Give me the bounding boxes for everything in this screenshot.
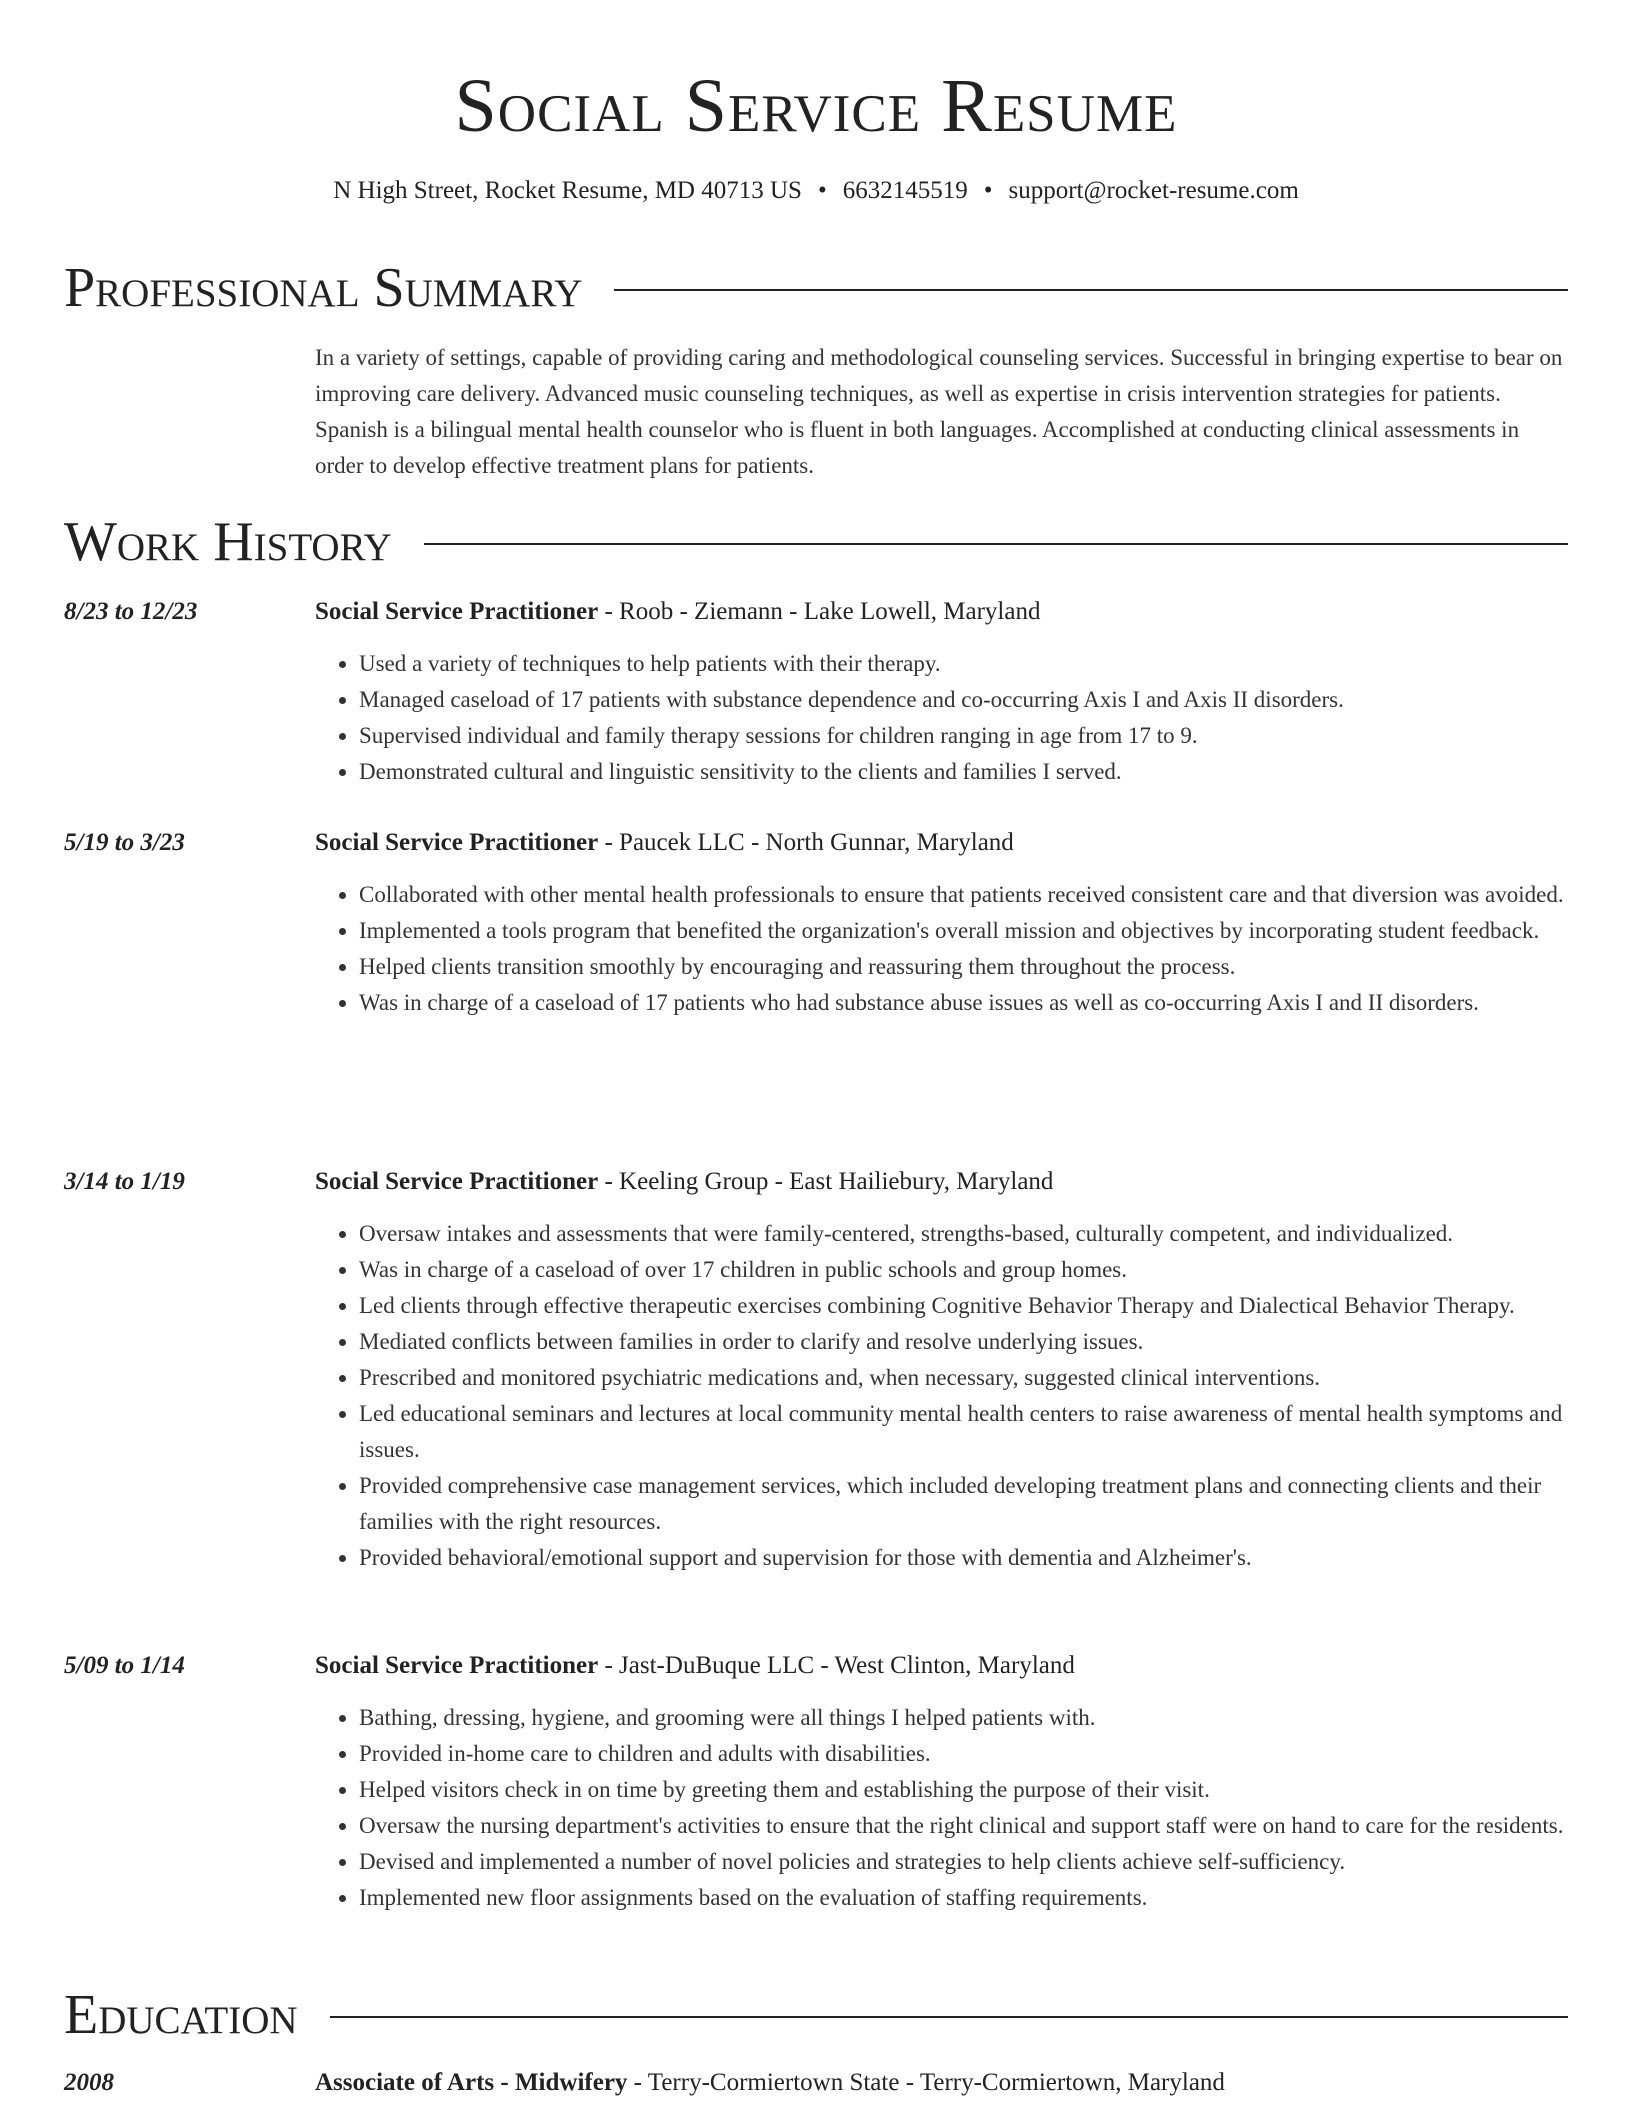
- job-bullet: • Demonstrated cultural and linguistic sensitivity to the clients and families I served.: [359, 754, 1568, 790]
- job-bullet: • Implemented a tools program that benefited the organization's overall mission and objectives by incorporating student feedback.: [359, 913, 1568, 949]
- job-dates: 3/14 to 1/19: [64, 1168, 185, 1195]
- summary-text: In a variety of settings, capable of providing caring and methodological counseling services. Successful in bringing expertise to bear on improving care delivery. Advanced music counseling techniques, as well as expertise in crisis intervention strategies for patients. Spanish is a bilingual mental health counselor who is fluent in both languages. Accomplished at conducting clinical assessments in order to develop effective treatment plans for patients.: [315, 345, 1563, 478]
- resume-name: Social Service Resume: [454, 64, 1178, 148]
- job-bullets: [315, 1700, 1568, 1916]
- job-heading: [315, 827, 1568, 859]
- job-bullets: [315, 877, 1568, 1021]
- contact-separator: •: [983, 177, 993, 204]
- job-details: - Roob - Ziemann - Lake Lowell, Maryland: [598, 598, 1041, 625]
- job-bullet: • Devised and implemented a number of novel policies and strategies to help clients achieve self-sufficiency.: [359, 1844, 1568, 1880]
- job-bullet: • Collaborated with other mental health professionals to ensure that patients received consistent care and that diversion was avoided.: [359, 877, 1568, 913]
- job-heading: [315, 1650, 1568, 1682]
- job-bullet: • Was in charge of a caseload of 17 patients who had substance abuse issues as well as co-occurring Axis I and II disorders.: [359, 985, 1568, 1021]
- job-bullet: • Helped clients transition smoothly by encouraging and reassuring them throughout the process.: [359, 949, 1568, 985]
- contact-separator: •: [817, 177, 827, 204]
- job-details: - Keeling Group - East Hailiebury, Maryland: [598, 1168, 1054, 1195]
- job-bullet: • Implemented new floor assignments based on the evaluation of staffing requirements.: [359, 1880, 1568, 1916]
- job-bullet: • Used a variety of techniques to help patients with their therapy.: [359, 646, 1568, 682]
- job-dates: 5/09 to 1/14: [64, 1652, 185, 1679]
- education-details: - Terry-Cormiertown State - Terry-Cormiertown, Maryland: [627, 2069, 1225, 2096]
- education-degree: Associate of Arts - Midwifery: [315, 2069, 628, 2096]
- contact-address: N High Street, Rocket Resume, MD 40713 US: [333, 177, 802, 204]
- job-bullet: • Managed caseload of 17 patients with substance dependence and co-occurring Axis I and Axis II disorders.: [359, 682, 1568, 718]
- section-title-work: Work History: [64, 511, 392, 573]
- job-bullet: • Mediated conflicts between families in order to clarify and resolve underlying issues.: [359, 1324, 1568, 1360]
- section-title-summary: Professional Summary: [64, 257, 583, 319]
- job-details: - Paucek LLC - North Gunnar, Maryland: [598, 829, 1014, 856]
- education-heading: [315, 2067, 1568, 2099]
- job-title: Social Service Practitioner: [315, 1652, 599, 1679]
- job-bullet: • Provided behavioral/emotional support and supervision for those with dementia and Alzheimer's.: [359, 1540, 1568, 1576]
- job-bullets: [315, 646, 1568, 790]
- job-bullet: • Was in charge of a caseload of over 17 children in public schools and group homes.: [359, 1252, 1568, 1288]
- job-title: Social Service Practitioner: [315, 598, 599, 625]
- contact-email: support@rocket-resume.com: [1008, 177, 1299, 204]
- job-bullet: • Supervised individual and family therapy sessions for children ranging in age from 17 to 9.: [359, 718, 1568, 754]
- job-bullet: • Bathing, dressing, hygiene, and grooming were all things I helped patients with.: [359, 1700, 1568, 1736]
- job-dates: 5/19 to 3/23: [64, 829, 185, 856]
- education-year: 2008: [64, 2069, 114, 2096]
- job-bullet: • Provided comprehensive case management services, which included developing treatment plans and connecting clients and their families with the right resources.: [359, 1468, 1568, 1540]
- job-bullet: • Led educational seminars and lectures at local community mental health centers to raise awareness of mental health symptoms and issues.: [359, 1396, 1568, 1468]
- section-divider: [424, 543, 1568, 545]
- section-header-work: [64, 512, 1568, 572]
- job-bullet: • Prescribed and monitored psychiatric medications and, when necessary, suggested clinical interventions.: [359, 1360, 1568, 1396]
- job-title: Social Service Practitioner: [315, 1168, 599, 1195]
- job-heading: [315, 596, 1568, 628]
- job-details: - Jast-DuBuque LLC - West Clinton, Maryland: [598, 1652, 1075, 1679]
- job-bullets: [315, 1216, 1568, 1576]
- contact-phone: 6632145519: [842, 177, 968, 204]
- job-bullet: • Provided in-home care to children and adults with disabilities.: [359, 1736, 1568, 1772]
- section-divider: [330, 2016, 1568, 2018]
- contact-line: [0, 176, 1632, 206]
- job-dates: 8/23 to 12/23: [64, 598, 198, 625]
- section-header-education: [64, 1985, 1568, 2045]
- section-divider: [614, 289, 1568, 291]
- section-title-education: Education: [64, 1984, 298, 2046]
- job-heading: [315, 1166, 1568, 1198]
- job-bullet: • Helped visitors check in on time by greeting them and establishing the purpose of their visit.: [359, 1772, 1568, 1808]
- job-title: Social Service Practitioner: [315, 829, 599, 856]
- section-header-summary: [64, 258, 1568, 318]
- job-bullet: • Oversaw intakes and assessments that were family-centered, strengths-based, culturally competent, and individualized.: [359, 1216, 1568, 1252]
- job-bullet: • Oversaw the nursing department's activities to ensure that the right clinical and support staff were on hand to care for the residents.: [359, 1808, 1568, 1844]
- job-bullet: • Led clients through effective therapeutic exercises combining Cognitive Behavior Therapy and Dialectical Behavior Therapy.: [359, 1288, 1568, 1324]
